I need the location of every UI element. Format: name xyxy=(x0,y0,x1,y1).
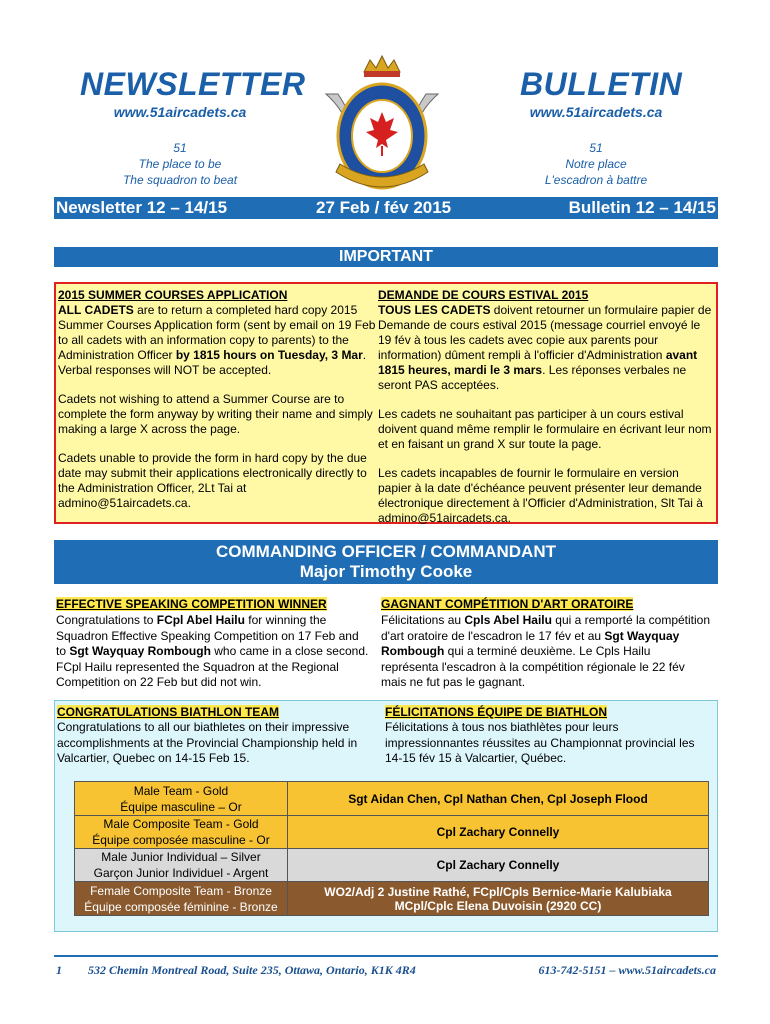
right-tag-line2: L'escadron à battre xyxy=(544,173,648,187)
important-fr-p2: Les cadets ne souhaitant pas participer à un cours estival doivent quand même remplir le formulaire en écrivant leur nom et en faisant un grand X sur toute la page. xyxy=(378,407,712,451)
important-en-p2: Cadets not wishing to attend a Summer Course are to complete the form anyway by writing their name and simply making a large X across the page. xyxy=(58,392,373,436)
category-cell: Male Junior Individual – Silver Garçon Junior Individuel - Argent xyxy=(75,849,288,882)
speaking-en-text: Congratulations to FCpl Abel Hailu for winning the Squadron Effective Speaking Competition on 17 Feb and to Sgt Wayquay Rombough who came in a close second. FCpl Hailu represented the Squadron at the Regional Competition on 22 Feb but did not win. xyxy=(56,613,369,689)
right-tag-number: 51 xyxy=(589,141,603,155)
footer-contact[interactable]: 613-742-5151 – www.51aircadets.ca xyxy=(538,963,716,977)
issue-date: 27 Feb / fév 2015 xyxy=(316,198,452,217)
footer xyxy=(54,963,718,981)
biathlon-results-table xyxy=(74,781,709,916)
names-cell: Sgt Aidan Chen, Cpl Nathan Chen, Cpl Joseph Flood xyxy=(288,782,709,816)
category-cell: Male Team - Gold Équipe masculine – Or xyxy=(75,782,288,816)
footer-rule xyxy=(54,955,718,957)
biathlon-en-heading: CONGRATULATIONS BIATHLON TEAM xyxy=(57,705,279,719)
important-en xyxy=(58,288,378,511)
speaking-en-heading: EFFECTIVE SPEAKING COMPETITION WINNER xyxy=(56,597,327,611)
summer-courses-heading: 2015 SUMMER COURSES APPLICATION xyxy=(58,288,288,302)
table-row xyxy=(75,849,709,882)
issue-left: Newsletter 12 – 14/15 xyxy=(56,198,228,217)
newsletter-title: NEWSLETTER xyxy=(80,66,306,102)
names-cell: WO2/Adj 2 Justine Rathé, FCpl/Cpls Bernice-Marie Kalubiaka MCpl/Cplc Elena Duvoisin (2920 CC) xyxy=(288,882,709,916)
left-tag-line1: The place to be xyxy=(138,157,222,171)
important-fr xyxy=(378,288,714,526)
important-fr-p1: TOUS LES CADETS doivent retourner un formulaire papier de Demande de cours estival 2015 (message courriel envoyé le 19 fév à tous les cadets avec copie aux parents pour information) dûment rempli à l'officier d'Administration avant 1815 heures, mardi le 3 mars. Les réponses verbales ne seront PAS acceptées. xyxy=(378,303,712,392)
left-tag-number: 51 xyxy=(173,141,187,155)
co-title: COMMANDING OFFICER / COMMANDANT xyxy=(216,542,556,561)
co-name: Major Timothy Cooke xyxy=(299,562,473,581)
biathlon-fr xyxy=(385,705,713,767)
names-cell: Cpl Zachary Connelly xyxy=(288,816,709,849)
bulletin-title: BULLETIN xyxy=(520,66,683,102)
table-row xyxy=(75,782,709,816)
important-box xyxy=(54,282,718,524)
biathlon-fr-heading: FÉLICITATIONS ÉQUIPE DE BIATHLON xyxy=(385,705,607,719)
biathlon-en-text: Congratulations to all our biathletes on their impressive accomplishments at the Provincial Championship held in Valcartier, Quebec on 14-15 Feb 15. xyxy=(57,720,358,765)
biathlon-en xyxy=(57,705,379,767)
right-tag-line1: Notre place xyxy=(565,157,627,171)
co-band xyxy=(54,540,718,584)
biathlon-box xyxy=(54,700,718,932)
left-tagline xyxy=(80,140,280,188)
footer-address: 532 Chemin Montreal Road, Suite 235, Ottawa, Ontario, K1K 4R4 xyxy=(88,963,416,977)
speaking-fr-text: Félicitations au Cpls Abel Hailu qui a remporté la compétition d'art oratoire de l'escadron le 17 fév et au Sgt Wayquay Rombough qui a terminé deuxième. Le Cpls Hailu représenta l'escadron à la compétition régionale le 22 fév mais ne fut pas le gagnant. xyxy=(381,613,711,689)
important-en-p3: Cadets unable to provide the form in hard copy by the due date may submit their applications electronically directly to the Administration Officer, 2Lt Tai at admino@51aircadets.ca. xyxy=(58,451,367,510)
important-en-p1: ALL CADETS are to return a completed hard copy 2015 Summer Courses Application form (sent by email on 19 Feb to all cadets with an information copy to parents) to the Administration Officer by 1815 hours on Tuesday, 3 Mar. Verbal responses will NOT be accepted. xyxy=(58,303,376,377)
left-tag-line2: The squadron to beat xyxy=(122,173,238,187)
speaking-fr xyxy=(381,597,711,691)
right-tagline xyxy=(496,140,696,188)
table-row xyxy=(75,882,709,916)
left-url[interactable]: www.51aircadets.ca xyxy=(113,104,247,120)
speaking-fr-heading: GAGNANT COMPÉTITION D'ART ORATOIRE xyxy=(381,597,634,611)
category-cell: Male Composite Team - Gold Équipe composée masculine - Or xyxy=(75,816,288,849)
speaking-en xyxy=(56,597,370,691)
important-fr-p3: Les cadets incapables de fournir le formulaire en version papier à la date d'échéance peuvent présenter leur demande électronique directement à l'Officier d'Administration, Slt Tai à admino@51aircadets.ca. xyxy=(378,466,703,525)
issue-bar xyxy=(54,197,718,219)
table-row xyxy=(75,816,709,849)
page-number: 1 xyxy=(56,963,62,977)
cours-estival-heading: DEMANDE DE COURS ESTIVAL 2015 xyxy=(378,288,589,302)
squadron-crest-icon xyxy=(318,54,446,202)
category-cell: Female Composite Team - Bronze Équipe composée féminine - Bronze xyxy=(75,882,288,916)
biathlon-fr-text: Félicitations à tous nos biathlètes pour leurs impressionnantes réussites au Championnat provincial les 14-15 fév 15 à Valcartier, Québec. xyxy=(385,720,695,765)
issue-right: Bulletin 12 – 14/15 xyxy=(568,198,716,217)
right-url[interactable]: www.51aircadets.ca xyxy=(529,104,663,120)
important-band: IMPORTANT xyxy=(54,247,718,267)
names-cell: Cpl Zachary Connelly xyxy=(288,849,709,882)
